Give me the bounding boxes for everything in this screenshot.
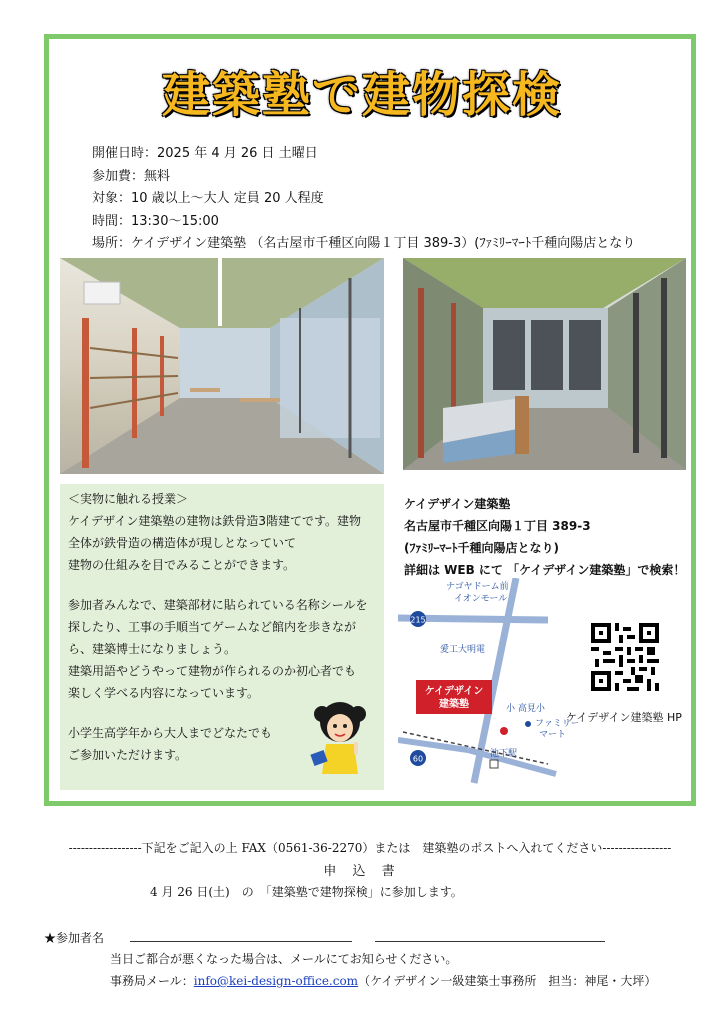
- address-block: [404, 493, 685, 581]
- map-dome-label: ナゴヤドーム前: [446, 582, 509, 592]
- contact-line: [110, 972, 656, 989]
- page-title: 建築塾で建物探検: [161, 67, 562, 123]
- map-station-label: 池下駅: [490, 749, 518, 759]
- school-address-note: (ﾌｧﾐﾘｰﾏｰﾄ千種向陽店となり): [404, 541, 559, 555]
- form-join-statement: 4 月 26 日(土) の 「建築塾で建物探検」に参加します。: [150, 885, 463, 899]
- map-famima-label-2: マート: [539, 730, 567, 740]
- participant-name-field-2[interactable]: [375, 941, 605, 942]
- interior-photo-corridor: [60, 258, 384, 474]
- map-takami-label: 小 高見小: [506, 704, 545, 714]
- route-215-label: 215: [410, 615, 426, 625]
- event-place: 場所：ケイデザイン建築塾 （名古屋市千種区向陽１丁目 389-3）(ﾌｧﾐﾘｰﾏｰﾄ千種向陽店となり: [92, 236, 636, 251]
- qr-code[interactable]: [591, 623, 659, 691]
- description-line: ご参加いただけます。: [68, 748, 188, 762]
- description-heading: ＜実物に触れる授業＞: [68, 492, 189, 506]
- map-aeon-label: イオンモール: [454, 594, 508, 604]
- map-aichi-label: 愛工大明電: [440, 645, 486, 655]
- map-school-label-2: 建築塾: [439, 699, 469, 710]
- form-instruction: ------------------下記をご記入の上 FAX（0561-36-2270）または 建築塾のポストへ入れてください-----------------: [68, 841, 672, 855]
- contact-email-link[interactable]: info@kei-design-office.com: [193, 974, 359, 988]
- route-60-label: 60: [412, 754, 424, 764]
- map-school-label-1: ケイデザイン: [424, 686, 484, 697]
- description-line: 全体が鉄骨造の構造体が現しとなっていて: [68, 536, 297, 550]
- description-line: 参加者みんなで、建築部材に貼られている名称シールを: [68, 598, 368, 612]
- access-map: [398, 578, 578, 788]
- contact-suffix: （ケイデザイン一級建築士事務所 担当：神尾・大坪）: [358, 974, 657, 988]
- event-fee: 参加費：無料: [92, 168, 171, 184]
- event-date: 開催日時：2025 年 4 月 26 日 土曜日: [92, 146, 318, 161]
- description-line: 建築用語やどうやって建物が作られるのか初心者でも: [68, 664, 357, 678]
- event-target: 対象：10 歳以上～大人 定員 20 人程度: [92, 191, 324, 206]
- school-name: ケイデザイン建築塾: [404, 497, 511, 511]
- qr-caption: ケイデザイン建築塾 HP: [566, 711, 682, 724]
- contact-prefix: 事務局メール：: [110, 974, 194, 988]
- school-location-marker: [500, 727, 508, 735]
- kid-character-illustration: [308, 700, 372, 780]
- participant-name-label: ★参加者名: [44, 931, 105, 945]
- description-line: ら、建築博士になりましょう。: [68, 642, 237, 656]
- description-line: 探したり、工事の手順当てゲームなど館内を歩きなが: [68, 620, 357, 634]
- web-search-hint: 詳細は WEB にて 「ケイデザイン建築塾」で検索！: [404, 563, 686, 577]
- description-line: 建物の仕組みを目でみることができます。: [68, 558, 296, 572]
- description-line: ケイデザイン建築塾の建物は鉄骨造3階建てです。建物: [68, 514, 361, 528]
- event-time: 時間：13:30～15:00: [92, 213, 219, 229]
- participant-name-field[interactable]: [130, 941, 352, 942]
- description-line: 楽しく学べる内容になっています。: [68, 686, 260, 700]
- form-title: 申 込 書: [323, 864, 401, 879]
- cancellation-notice: 当日ご都合が悪くなった場合は、メールにてお知らせください。: [110, 952, 458, 966]
- event-info: [92, 143, 635, 256]
- description-line: 小学生高学年から大人までどなたでも: [68, 726, 273, 740]
- school-address: 名古屋市千種区向陽１丁目 389-3: [404, 519, 591, 533]
- map-famima-label-1: ファミリー: [535, 719, 578, 729]
- interior-photo-construction: [403, 258, 686, 470]
